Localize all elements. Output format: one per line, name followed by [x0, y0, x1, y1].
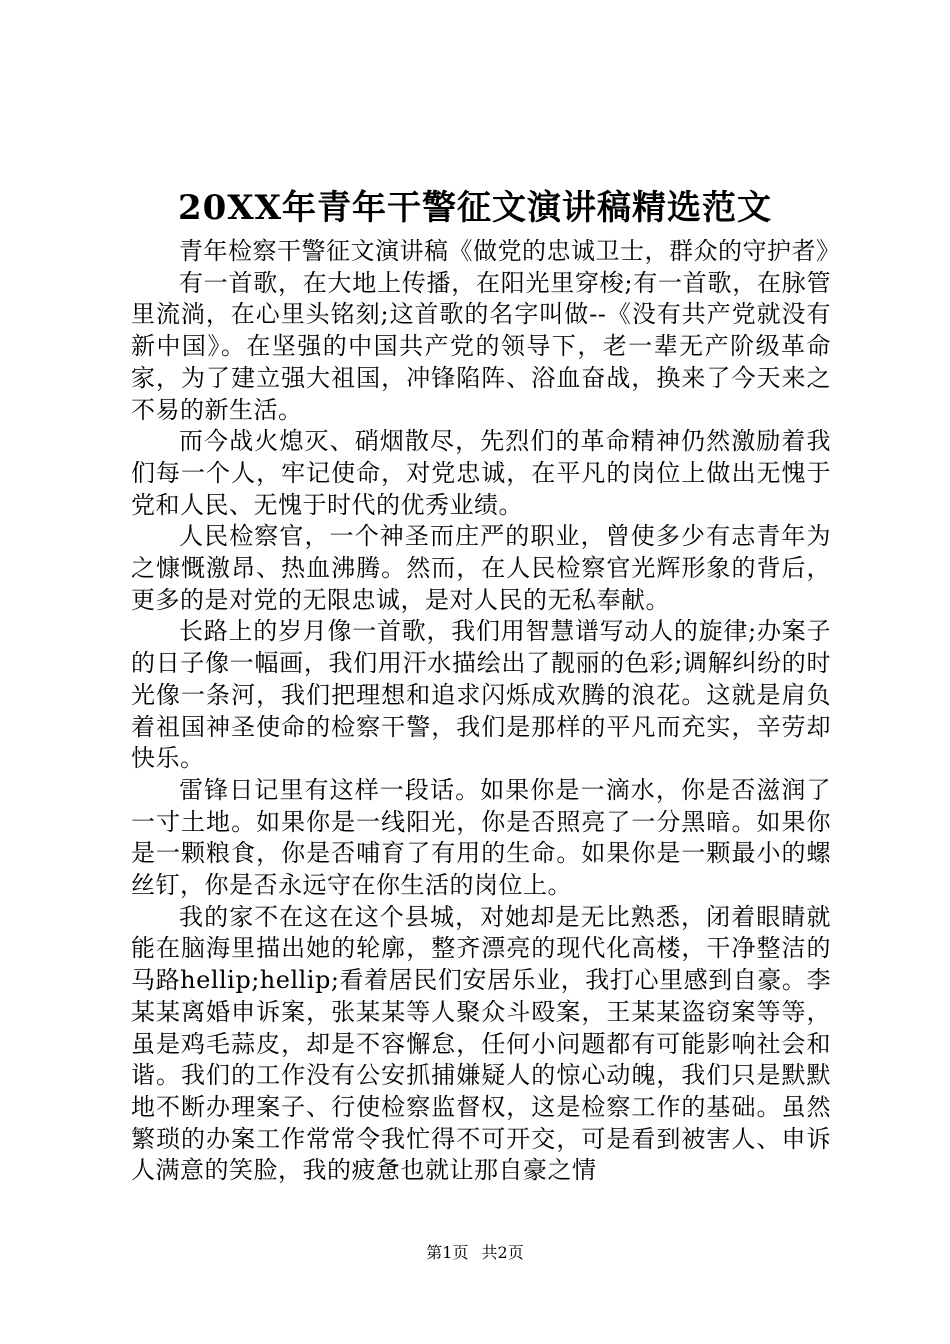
paragraph: 长路上的岁月像一首歌，我们用智慧谱写动人的旋律;办案子的日子像一幅画，我们用汗水描绘出了靓丽的色彩;调解纠纷的时光像一条河，我们把理想和追求闪烁成欢腾的浪花。这就是肩负着祖国神圣使命的检察干警，我们是那样的平凡而充实，辛劳却快乐。	[131, 617, 831, 773]
paragraph: 人民检察官，一个神圣而庄严的职业，曾使多少有志青年为之慷慨激昂、热血沸腾。然而，在人民检察官光辉形象的背后，更多的是对党的无限忠诚，是对人民的无私奉献。	[131, 522, 831, 614]
page-total: 共2页	[481, 1243, 524, 1262]
page-number: 第1页	[426, 1243, 469, 1262]
paragraph: 雷锋日记里有这样一段话。如果你是一滴水，你是否滋润了一寸土地。如果你是一线阳光，你是否照亮了一分黑暗。如果你是一颗粮食，你是否哺育了有用的生命。如果你是一颗最小的螺丝钉，你是否永远守在你生活的岗位上。	[131, 775, 831, 900]
paragraph: 而今战火熄灭、硝烟散尽，先烈们的革命精神仍然激励着我们每一个人，牢记使命，对党忠诚，在平凡的岗位上做出无愧于党和人民、无愧于时代的优秀业绩。	[131, 427, 831, 519]
page-footer	[0, 1243, 950, 1263]
document-title: 20XX年青年干警征文演讲稿精选范文	[177, 188, 773, 228]
paragraph-subtitle: 青年检察干警征文演讲稿《做党的忠诚卫士，群众的守护者》	[179, 237, 841, 265]
paragraph: 有一首歌，在大地上传播，在阳光里穿梭;有一首歌，在脉管里流淌，在心里头铭刻;这首歌的名字叫做--《没有共产党就没有新中国》。在坚强的中国共产党的领导下，老一辈无产阶级革命家，为了建立强大祖国，冲锋陷阵、浴血奋战，换来了今天来之不易的新生活。	[131, 268, 831, 424]
paragraph: 我的家不在这在这个县城，对她却是无比熟悉，闭着眼睛就能在脑海里描出她的轮廓，整齐漂亮的现代化高楼，干净整洁的马路hellip;hellip;看着居民们安居乐业，我打心里感到自豪。李某某离婚申诉案，张某某等人聚众斗殴案，王某某盗窃案等等，虽是鸡毛蒜皮，却是不容懈怠，任何小问题都有可能影响社会和谐。我们的工作没有公安抓捕嫌疑人的惊心动魄，我们只是默默地不断办理案子、行使检察监督权，这是检察工作的基础。虽然繁琐的办案工作常常令我忙得不可开交，可是看到被害人、申诉人满意的笑脸，我的疲惫也就让那自豪之情	[131, 902, 831, 1185]
document-body	[131, 236, 841, 1187]
